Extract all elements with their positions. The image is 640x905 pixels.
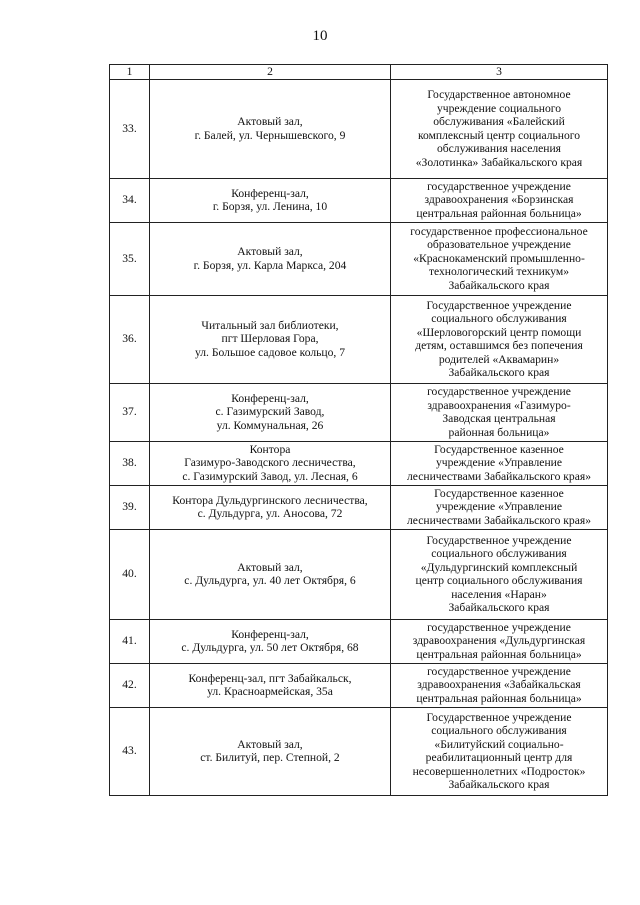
venue-cell: Конференц-зал, с. Газимурский Завод, ул. Коммунальная, 26	[150, 383, 391, 441]
venue-cell: Конференц-зал, г. Борзя, ул. Ленина, 10	[150, 178, 391, 222]
organization-cell: Государственное автономное учреждение социального обслуживания «Балейский комплексный центр социального обслуживания населения «Золотинка» Забайкальского края	[391, 79, 608, 178]
organization-cell: Государственное учреждение социального обслуживания «Билитуйский социально- реабилитационный центр для несовершеннолетних «Подросток» Забайкальского края	[391, 707, 608, 795]
organization-cell: государственное учреждение здравоохранения «Борзинская центральная районная больница»	[391, 178, 608, 222]
venues-table	[109, 64, 608, 796]
table-body	[110, 79, 608, 795]
organization-cell: Государственное казенное учреждение «Управление лесничествами Забайкальского края»	[391, 485, 608, 529]
row-number: 37.	[110, 383, 150, 441]
organization-cell: государственное профессиональное образовательное учреждение «Краснокаменский промышленно- технологический техникум» Забайкальского края	[391, 222, 608, 295]
venue-cell: Конференц-зал, с. Дульдурга, ул. 50 лет Октября, 68	[150, 619, 391, 663]
organization-cell: Государственное учреждение социального обслуживания «Дульдургинский комплексный центр социального обслуживания населения «Наран» Забайкальского края	[391, 529, 608, 619]
organization-cell: Государственное учреждение социального обслуживания «Шерловогорский центр помощи детям, оставшимся без попечения родителей «Аквамарин» Забайкальского края	[391, 295, 608, 383]
column-header-organization: 3	[391, 65, 608, 80]
table-row	[110, 485, 608, 529]
venue-cell: Контора Дульдургинского лесничества, с. Дульдурга, ул. Аносова, 72	[150, 485, 391, 529]
organization-cell: государственное учреждение здравоохранения «Дульдургинская центральная районная больница»	[391, 619, 608, 663]
table-row	[110, 295, 608, 383]
row-number: 36.	[110, 295, 150, 383]
table-row	[110, 79, 608, 178]
row-number: 40.	[110, 529, 150, 619]
venue-cell: Актовый зал, г. Балей, ул. Чернышевского, 9	[150, 79, 391, 178]
organization-cell: государственное учреждение здравоохранения «Забайкальская центральная районная больница»	[391, 663, 608, 707]
row-number: 35.	[110, 222, 150, 295]
table-row	[110, 383, 608, 441]
row-number: 33.	[110, 79, 150, 178]
column-header-venue: 2	[150, 65, 391, 80]
table-row	[110, 619, 608, 663]
column-header-number: 1	[110, 65, 150, 80]
venue-cell: Контора Газимуро-Заводского лесничества, с. Газимурский Завод, ул. Лесная, 6	[150, 441, 391, 485]
venue-cell: Читальный зал библиотеки, пгт Шерловая Гора, ул. Большое садовое кольцо, 7	[150, 295, 391, 383]
table-row	[110, 178, 608, 222]
table-header-row	[110, 65, 608, 80]
row-number: 34.	[110, 178, 150, 222]
table-row	[110, 529, 608, 619]
page-number: 10	[312, 28, 328, 44]
row-number: 41.	[110, 619, 150, 663]
row-number: 43.	[110, 707, 150, 795]
venue-cell: Конференц-зал, пгт Забайкальск, ул. Красноармейская, 35а	[150, 663, 391, 707]
table-row	[110, 663, 608, 707]
row-number: 38.	[110, 441, 150, 485]
venue-cell: Актовый зал, г. Борзя, ул. Карла Маркса, 204	[150, 222, 391, 295]
organization-cell: Государственное казенное учреждение «Управление лесничествами Забайкальского края»	[391, 441, 608, 485]
table-row	[110, 441, 608, 485]
venue-cell: Актовый зал, с. Дульдурга, ул. 40 лет Октября, 6	[150, 529, 391, 619]
venue-cell: Актовый зал, ст. Билитуй, пер. Степной, 2	[150, 707, 391, 795]
row-number: 39.	[110, 485, 150, 529]
row-number: 42.	[110, 663, 150, 707]
table-row	[110, 707, 608, 795]
organization-cell: государственное учреждение здравоохранения «Газимуро- Заводская центральная районная больница»	[391, 383, 608, 441]
table-row	[110, 222, 608, 295]
